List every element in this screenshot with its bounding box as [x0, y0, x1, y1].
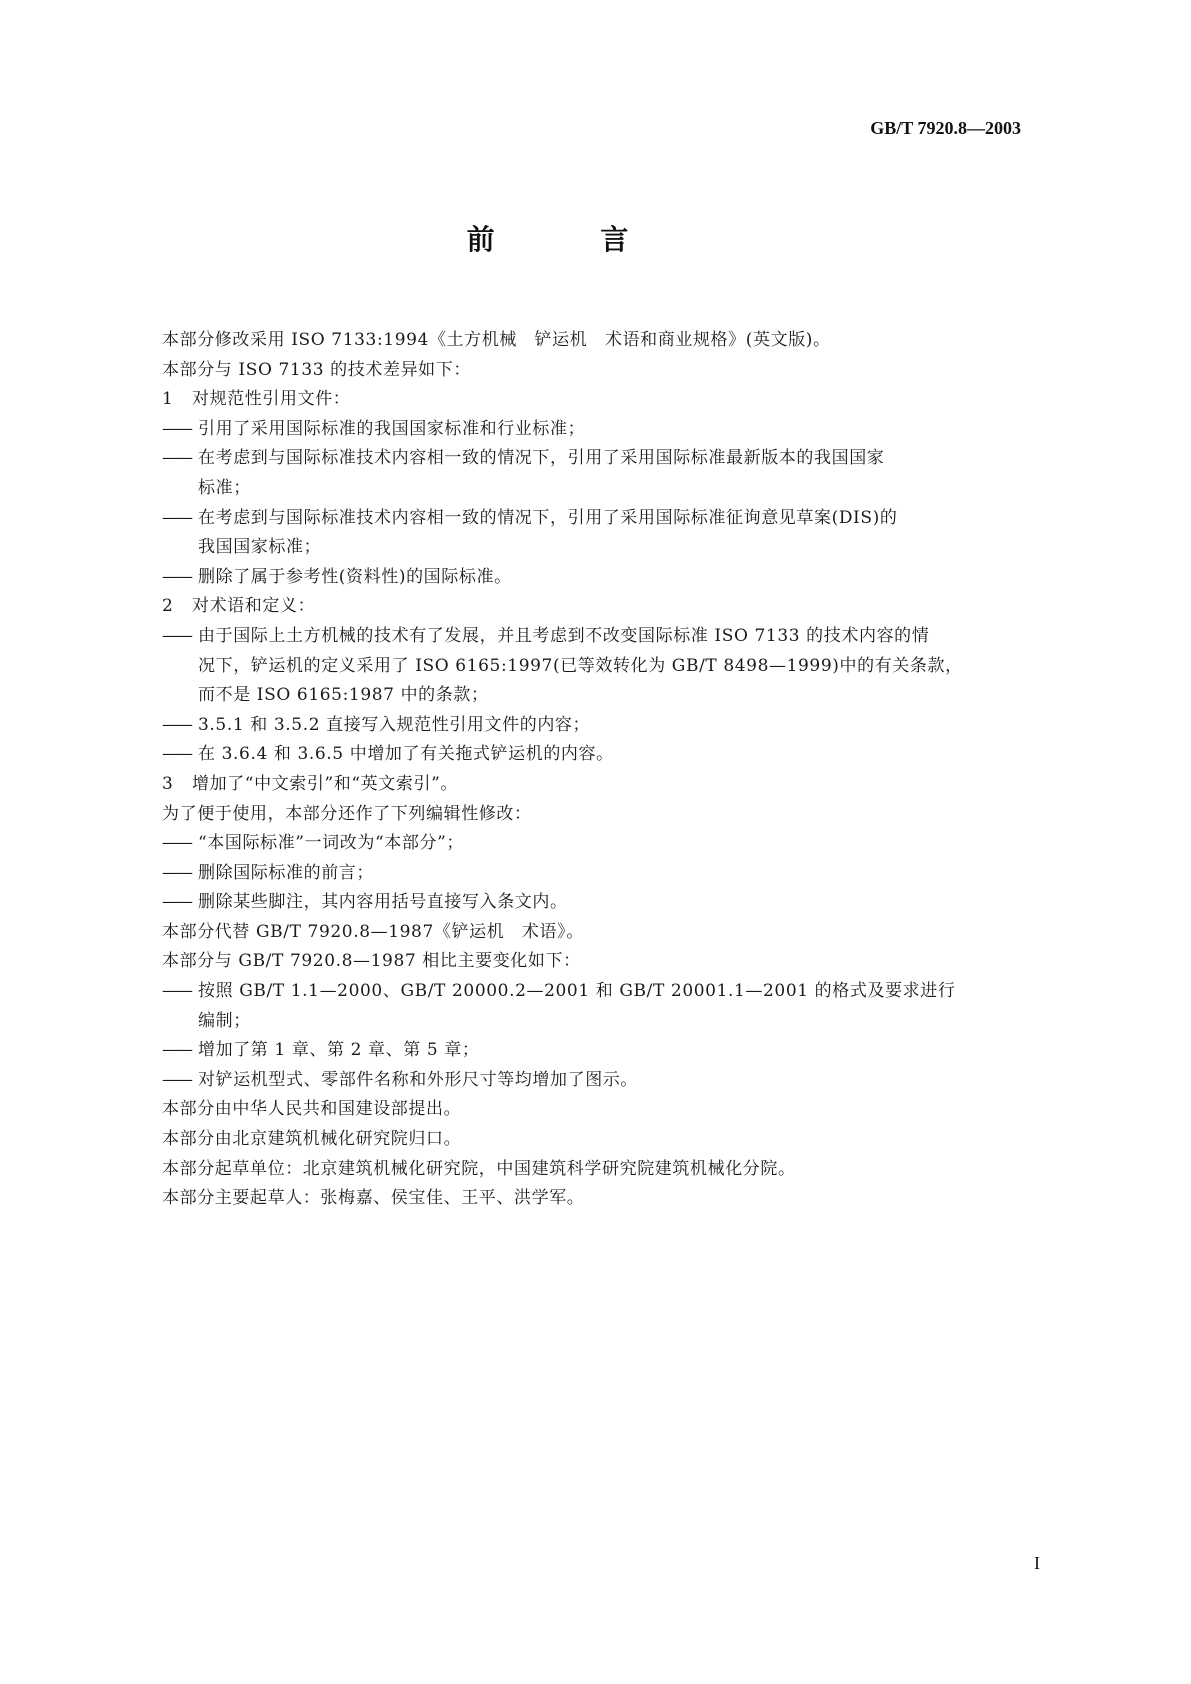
item-1-heading: 1 对规范性引用文件：	[162, 389, 351, 410]
paragraph-differences-intro: 本部分与 ISO 7133 的技术差异如下：	[162, 359, 471, 380]
dash-bullet: ——	[162, 862, 190, 883]
dash-bullet: ——	[162, 448, 190, 469]
foreword-body	[162, 326, 982, 1214]
dash-bullet: ——	[162, 744, 190, 765]
list-item-continuation: 况下，铲运机的定义采用了 ISO 6165:1997(已等效转化为 GB/T 8498—1999)中的有关条款，	[198, 655, 963, 676]
paragraph-editorial-intro: 为了便于使用，本部分还作了下列编辑性修改：	[162, 803, 532, 824]
list-item: —— 增加了第 1 章、第 2 章、第 5 章；	[162, 1036, 982, 1066]
paragraph-changes-intro: 本部分与 GB/T 7920.8—1987 相比主要变化如下：	[162, 951, 581, 972]
dash-bullet: ——	[162, 833, 190, 854]
dash-bullet: ——	[162, 418, 190, 439]
list-item: —— 删除国际标准的前言；	[162, 859, 982, 889]
paragraph-managed-by: 本部分由北京建筑机械化研究院归口。	[162, 1129, 462, 1150]
standard-code-header: GB/T 7920.8—2003	[870, 118, 1021, 138]
page-number: I	[1034, 1553, 1040, 1573]
list-item: —— 删除某些脚注，其内容用括号直接写入条文内。	[162, 888, 982, 918]
list-item-continuation: 编制；	[198, 1010, 251, 1031]
paragraph-drafting-units: 本部分起草单位：北京建筑机械化研究院，中国建筑科学研究院建筑机械化分院。	[162, 1158, 796, 1179]
paragraph-drafters: 本部分主要起草人：张梅嘉、侯宝佳、王平、洪学军。	[162, 1188, 585, 1209]
list-item: —— 引用了采用国际标准的我国国家标准和行业标准；	[162, 415, 982, 445]
paragraph-adoption: 本部分修改采用 ISO 7133:1994《土方机械 铲运机 术语和商业规格》(英文版)。	[162, 330, 831, 350]
list-item-continuation: 标准；	[198, 477, 251, 498]
list-item: —— 对铲运机型式、零部件名称和外形尺寸等均增加了图示。	[162, 1066, 982, 1096]
list-item: —— 3.5.1 和 3.5.2 直接写入规范性引用文件的内容；	[162, 711, 982, 741]
paragraph-replaces: 本部分代替 GB/T 7920.8—1987《铲运机 术语》。	[162, 921, 584, 942]
list-item-continuation: 我国国家标准；	[198, 537, 322, 558]
page-title: 前 言	[466, 223, 677, 256]
list-item: —— 在考虑到与国际标准技术内容相一致的情况下，引用了采用国际标准最新版本的我国国家	[162, 444, 982, 474]
dash-bullet: ——	[162, 507, 190, 528]
list-item: —— 由于国际上土方机械的技术有了发展，并且考虑到不改变国际标准 ISO 7133 的技术内容的情	[162, 622, 982, 652]
item-3-heading: 3 增加了“中文索引”和“英文索引”。	[162, 773, 458, 794]
dash-bullet: ——	[162, 1040, 190, 1061]
list-item: —— 按照 GB/T 1.1—2000、GB/T 20000.2—2001 和 GB/T 20001.1—2001 的格式及要求进行	[162, 977, 982, 1007]
dash-bullet: ——	[162, 566, 190, 587]
item-2-heading: 2 对术语和定义：	[162, 596, 316, 617]
dash-bullet: ——	[162, 714, 190, 735]
dash-bullet: ——	[162, 1069, 190, 1090]
list-item: —— 在 3.6.4 和 3.6.5 中增加了有关拖式铲运机的内容。	[162, 740, 982, 770]
dash-bullet: ——	[162, 981, 190, 1002]
paragraph-proposed-by: 本部分由中华人民共和国建设部提出。	[162, 1099, 462, 1120]
list-item: —— 删除了属于参考性(资料性)的国际标准。	[162, 563, 982, 593]
list-item-continuation: 而不是 ISO 6165:1987 中的条款；	[198, 685, 489, 706]
dash-bullet: ——	[162, 892, 190, 913]
list-item: —— 在考虑到与国际标准技术内容相一致的情况下，引用了采用国际标准征询意见草案(DIS)的	[162, 504, 982, 534]
list-item: —— “本国际标准”一词改为“本部分”；	[162, 829, 982, 859]
dash-bullet: ——	[162, 625, 190, 646]
